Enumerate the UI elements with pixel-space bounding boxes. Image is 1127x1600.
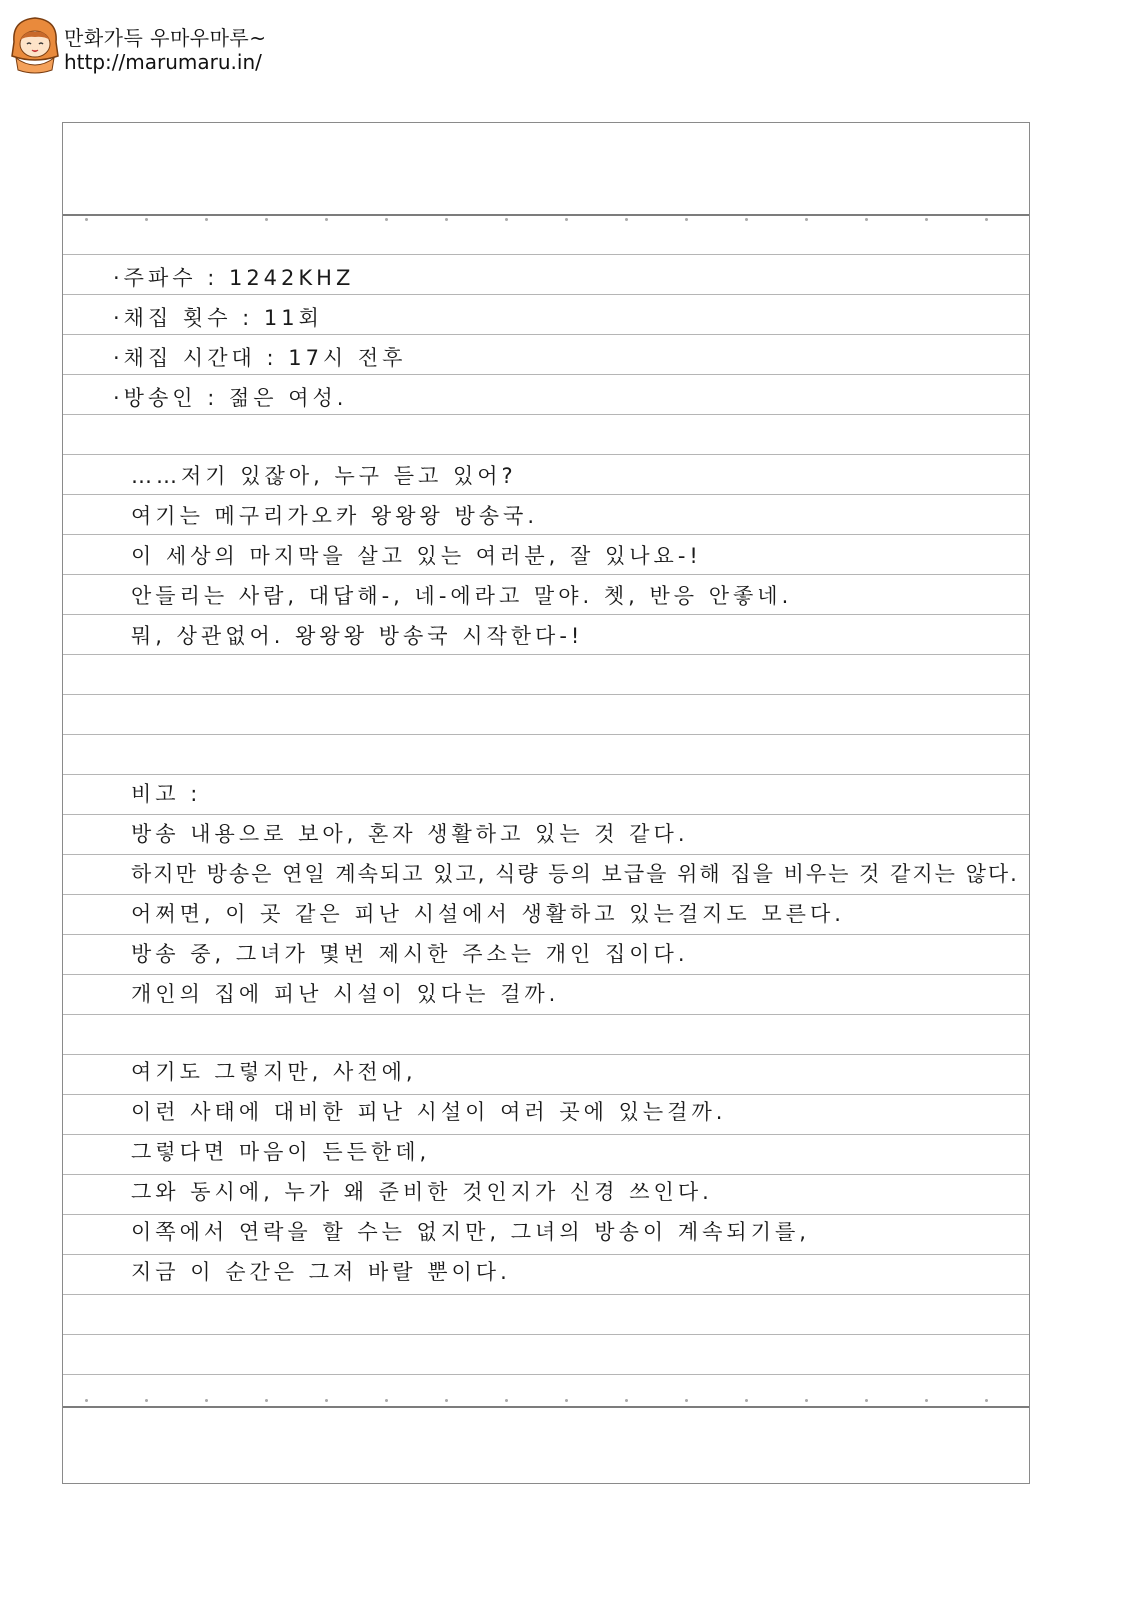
rule-line [63, 694, 1029, 695]
rule-line [63, 454, 1029, 455]
thought-line: 이쪽에서 연락을 할 수는 없지만, 그녀의 방송이 계속되기를, [131, 1220, 810, 1244]
thought-line: 여기도 그렇지만, 사전에, [131, 1060, 417, 1084]
rule-line [63, 654, 1029, 655]
transcript-line: 이 세상의 마지막을 살고 있는 여러분, 잘 있나요-! [131, 544, 702, 568]
rule-line [63, 974, 1029, 975]
remarks-line: 어쩌면, 이 곳 같은 피난 시설에서 생활하고 있는걸지도 모른다. [131, 902, 845, 926]
header-divider [63, 214, 1029, 216]
rule-line [63, 1174, 1029, 1175]
transcript-line: 뭐, 상관없어. 왕왕왕 방송국 시작한다-! [131, 624, 584, 648]
thought-line: 이런 사태에 대비한 피난 시설이 여러 곳에 있는걸까. [131, 1100, 727, 1124]
field-frequency: ·주파수 : 1242KHZ [113, 266, 355, 290]
rule-line [63, 1054, 1029, 1055]
rule-line [63, 734, 1029, 735]
thought-line: 지금 이 순간은 그저 바랄 뿐이다. [131, 1260, 511, 1284]
rule-line [63, 334, 1029, 335]
rule-line [63, 294, 1029, 295]
rule-line [63, 814, 1029, 815]
transcript-line: 여기는 메구리가오카 왕왕왕 방송국. [131, 504, 538, 528]
rule-line [63, 854, 1029, 855]
remarks-line: 하지만 방송은 연일 계속되고 있고, 식량 등의 보급을 위해 집을 비우는 것 같지는 않다. [131, 862, 1019, 886]
remarks-line: 방송 중, 그녀가 몇번 제시한 주소는 개인 집이다. [131, 942, 689, 966]
rule-line [63, 254, 1029, 255]
footer-divider [63, 1406, 1029, 1408]
dot-row-bottom [63, 1399, 1029, 1403]
remarks-line: 개인의 집에 피난 시설이 있다는 걸까. [131, 982, 560, 1006]
dot-row-top [63, 218, 1029, 222]
field-broadcaster: ·방송인 : 젊은 여성. [113, 386, 348, 410]
rule-line [63, 894, 1029, 895]
transcript-line: ……저기 있잖아, 누구 듣고 있어? [131, 464, 517, 488]
thought-line: 그와 동시에, 누가 왜 준비한 것인지가 신경 쓰인다. [131, 1180, 713, 1204]
thought-line: 그렇다면 마음이 든든한데, [131, 1140, 431, 1164]
rule-line [63, 574, 1029, 575]
rule-line [63, 1254, 1029, 1255]
rule-line [63, 614, 1029, 615]
rule-line [63, 1214, 1029, 1215]
field-capture-count: ·채집 횟수 : 11회 [113, 306, 323, 330]
rule-line [63, 1294, 1029, 1295]
rule-line [63, 774, 1029, 775]
remarks-heading: 비고 : [131, 782, 202, 806]
rule-line [63, 1374, 1029, 1375]
rule-line [63, 1334, 1029, 1335]
rule-line [63, 414, 1029, 415]
remarks-line: 방송 내용으로 보아, 혼자 생활하고 있는 것 같다. [131, 822, 689, 846]
rule-line [63, 934, 1029, 935]
watermark-url: http://marumaru.in/ [64, 50, 262, 74]
field-capture-time: ·채집 시간대 : 17시 전후 [113, 346, 407, 370]
watermark [8, 12, 268, 82]
rule-line [63, 534, 1029, 535]
rule-line [63, 494, 1029, 495]
rule-line [63, 374, 1029, 375]
rule-line [63, 1134, 1029, 1135]
transcript-line: 안들리는 사람, 대답해-, 네-에라고 말야. 쳇, 반응 안좋네. [131, 584, 793, 608]
rule-line [63, 1014, 1029, 1015]
watermark-site-name: 만화가득 우마우마루~ [64, 26, 267, 50]
notebook-page [62, 122, 1030, 1484]
umaru-mascot-icon [8, 12, 62, 74]
rule-line [63, 1094, 1029, 1095]
